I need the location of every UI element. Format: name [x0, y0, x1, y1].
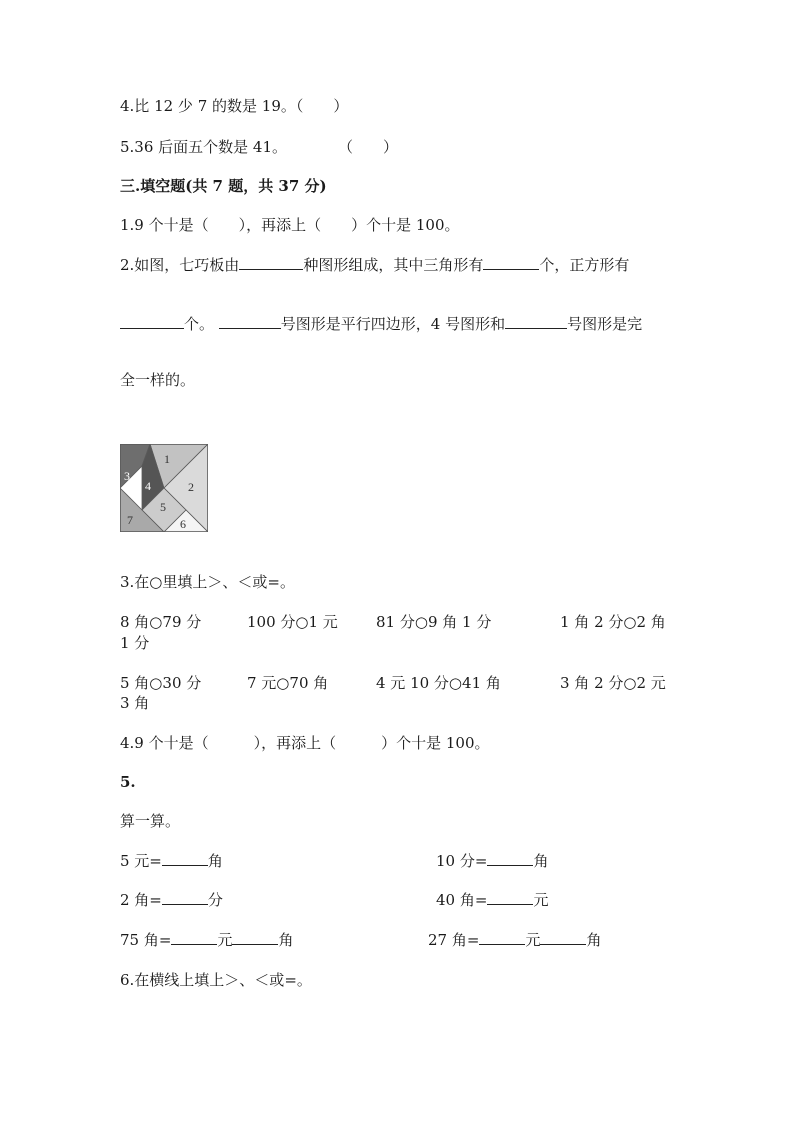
answer-blank[interactable] [540, 930, 586, 945]
compare-item: 4 元 10 分○41 角 [376, 674, 501, 692]
fill-question-1: 1.9 个十是（ ），再添上（ ）个十是 100。 [120, 216, 460, 234]
tangram-label-2: 2 [188, 480, 194, 494]
answer-blank[interactable] [162, 890, 208, 905]
q2-mid2: 个，正方形有 [539, 256, 630, 274]
compare-item: 7 元○70 角 [247, 674, 329, 692]
answer-blank[interactable] [487, 890, 533, 905]
q2-line2-mid2: 号图形是平行四边形，4 号图形和 [280, 315, 506, 333]
fill-question-3-title: 3.在○里填上＞、＜或=。 [120, 573, 295, 591]
tangram-label-7: 7 [127, 513, 133, 527]
answer-blank[interactable] [505, 314, 567, 329]
compare-item-wrap: 1 分 [120, 634, 150, 652]
compare-item: 100 分○1 元 [247, 613, 338, 631]
q2-line2-end: 号图形是完 [567, 315, 643, 333]
calc-row-1-right: 10 分= 角 [436, 852, 549, 870]
q2-prefix: 2.如图，七巧板由 [120, 256, 240, 274]
section-title: 三.填空题(共 7 题，共 37 分) [120, 177, 327, 195]
judge-question-4: 4.比 12 少 7 的数是 19。（ ） [120, 97, 349, 115]
answer-blank[interactable] [239, 255, 303, 270]
judge-question-5-answer-paren: （ ） [338, 138, 399, 156]
answer-blank[interactable] [171, 930, 217, 945]
tangram-figure [120, 444, 208, 532]
q2-mid1: 种图形组成，其中三角形有 [303, 256, 484, 274]
tangram-label-5: 5 [160, 500, 166, 514]
q2-line2-mid1: 个。 [184, 315, 215, 333]
tangram-label-6: 6 [180, 517, 186, 531]
tangram-label-4: 4 [145, 479, 151, 493]
tangram-label-3: 3 [124, 469, 130, 483]
compare-item: 1 角 2 分○2 角 [560, 613, 666, 631]
compare-item: 5 角○30 分 [120, 674, 202, 692]
fill-question-2-line-2 [120, 314, 642, 334]
tangram-label-1: 1 [164, 452, 170, 466]
judge-question-5: 5.36 后面五个数是 41。 [120, 138, 288, 156]
compare-item-wrap: 3 角 [120, 694, 150, 712]
calc-row-3-right: 27 角= 元 角 [428, 931, 602, 949]
compare-item: 81 分○9 角 1 分 [376, 613, 492, 631]
answer-blank[interactable] [479, 930, 525, 945]
fill-question-6: 6.在横线上填上＞、＜或=。 [120, 971, 312, 989]
calc-row-2-left: 2 角= 分 [120, 891, 223, 909]
answer-blank[interactable] [487, 851, 533, 866]
answer-blank[interactable] [120, 314, 184, 329]
answer-blank[interactable] [483, 255, 539, 270]
compare-item: 3 角 2 分○2 元 [560, 674, 666, 692]
calc-row-1-left: 5 元= 角 [120, 852, 223, 870]
fill-question-4: 4.9 个十是（ ），再添上（ ）个十是 100。 [120, 734, 490, 752]
fill-question-5-title: 算一算。 [120, 812, 181, 830]
calc-row-2-right: 40 角= 元 [436, 891, 549, 909]
calc-row-3-left: 75 角= 元 角 [120, 931, 294, 949]
answer-blank[interactable] [232, 930, 278, 945]
answer-blank[interactable] [219, 314, 281, 329]
fill-question-2-line-3: 全一样的。 [120, 371, 196, 389]
answer-blank[interactable] [162, 851, 208, 866]
fill-question-2-line-1 [120, 255, 629, 275]
fill-question-5-number: 5. [120, 773, 136, 791]
compare-item: 8 角○79 分 [120, 613, 202, 631]
